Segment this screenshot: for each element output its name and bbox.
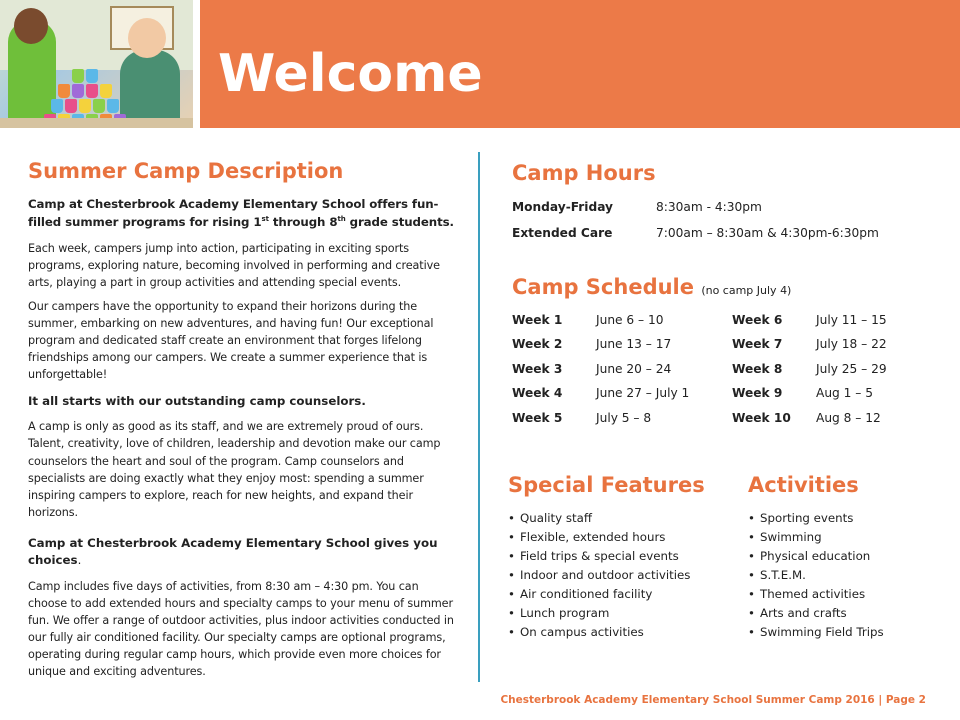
description-heading: Summer Camp Description (28, 159, 344, 183)
counselors-lead: It all starts with our outstanding camp counselors. (28, 393, 366, 408)
week-label: Week 5 (512, 410, 563, 425)
week-dates: June 20 – 24 (596, 361, 672, 376)
week-dates: Aug 1 – 5 (816, 386, 874, 401)
camp-description-section (28, 160, 460, 687)
photo-child-left-head (14, 8, 48, 44)
features-list (508, 509, 728, 642)
lead-text-c: grade students. (345, 215, 454, 230)
description-paragraph-2: Our campers have the opportunity to expand their horizons during the summer, embarking on new adventures, and having fun! Our exceptional program and dedicated staff create an environment that forges lifelong friendships among our campers. We create a summer experience that is unforgettable! (28, 299, 434, 381)
choices-lead (28, 535, 460, 570)
list-item: • S.T.E.M. (748, 568, 806, 583)
special-features-section (508, 474, 728, 642)
lead-sup-2: th (337, 215, 346, 224)
schedule-heading (512, 276, 932, 299)
list-item: • Indoor and outdoor activities (508, 568, 691, 583)
camp-schedule-section (512, 276, 932, 435)
list-item: • Quality staff (508, 511, 593, 526)
lead-text-b: through 8 (268, 215, 338, 230)
hours-heading: Camp Hours (512, 161, 656, 185)
schedule-row (512, 362, 932, 386)
list-item: • Lunch program (508, 606, 610, 621)
page-title: Welcome (218, 44, 483, 104)
schedule-row (512, 313, 932, 337)
list-item: • Swimming Field Trips (748, 625, 884, 640)
list-item: • Air conditioned facility (508, 587, 653, 602)
week-label: Week 8 (732, 361, 783, 376)
week-label: Week 4 (512, 386, 563, 401)
description-lead (28, 195, 460, 232)
hours-label: Extended Care (512, 226, 613, 241)
week-dates: June 6 – 10 (596, 313, 664, 328)
choices-lead-period: . (77, 553, 82, 568)
choices-lead-text: Camp at Chesterbrook Academy Elementary School gives you choices (28, 535, 438, 568)
week-label: Week 3 (512, 361, 563, 376)
description-paragraph-3: A camp is only as good as its staff, and we are extremely proud of ours. Talent, creativity, love of children, leadership and devotion make our camp counselors the heart and soul of the program. Camp counselors and specialists are doing exactly what they enjoy most: spending a summer inspiring campers to explore, reach for new heights, and expand their horizons. (28, 420, 441, 519)
hours-label: Monday-Friday (512, 200, 614, 215)
hours-value: 8:30am - 4:30pm (656, 200, 762, 215)
description-paragraph-1: Each week, campers jump into action, participating in exciting sports programs, exploring nature, becoming involved in performing and creative arts, playing a part in group activities and attending special events. (28, 241, 440, 289)
list-item: • On campus activities (508, 625, 644, 640)
schedule-grid (512, 313, 932, 435)
week-label: Week 7 (732, 337, 783, 352)
list-item: • Arts and crafts (748, 606, 847, 621)
hours-value: 7:00am – 8:30am & 4:30pm-6:30pm (656, 226, 879, 241)
camp-hours-section (512, 162, 932, 239)
list-item: • Flexible, extended hours (508, 530, 666, 545)
lead-text-a: Camp at Chesterbrook Academy Elementary School offers fun-filled summer programs for rising 1 (28, 197, 439, 230)
week-dates: Aug 8 – 12 (816, 410, 881, 425)
list-item: • Themed activities (748, 587, 866, 602)
week-dates: July 25 – 29 (816, 361, 887, 376)
week-dates: July 11 – 15 (816, 313, 887, 328)
column-divider (478, 152, 480, 682)
lead-sup-1: st (261, 215, 269, 224)
page-footer: Chesterbrook Academy Elementary School Summer Camp 2016 | Page 2 (500, 694, 926, 706)
features-heading: Special Features (508, 473, 705, 497)
week-dates: July 5 – 8 (596, 410, 652, 425)
schedule-row (512, 411, 932, 435)
activities-heading: Activities (748, 473, 859, 497)
week-dates: June 13 – 17 (596, 337, 672, 352)
list-item: • Physical education (748, 549, 871, 564)
schedule-row (512, 337, 932, 361)
week-label: Week 9 (732, 386, 783, 401)
list-item: • Sporting events (748, 511, 854, 526)
schedule-heading-text: Camp Schedule (512, 275, 694, 299)
hours-row (512, 201, 932, 227)
week-label: Week 6 (732, 313, 783, 328)
week-label: Week 1 (512, 313, 563, 328)
activities-section (748, 474, 938, 642)
list-item: • Swimming (748, 530, 822, 545)
schedule-note: (no camp July 4) (701, 284, 792, 297)
photo-child-right-head (128, 18, 166, 58)
week-dates: July 18 – 22 (816, 337, 887, 352)
hours-row (512, 227, 932, 239)
activities-list (748, 509, 938, 642)
week-dates: June 27 – July 1 (596, 386, 690, 401)
schedule-row (512, 386, 932, 410)
header-photo (0, 0, 193, 128)
week-label: Week 10 (732, 410, 791, 425)
list-item: • Field trips & special events (508, 549, 679, 564)
week-label: Week 2 (512, 337, 563, 352)
description-paragraph-4: Camp includes five days of activities, from 8:30 am – 4:30 pm. You can choose to add extended hours and specialty camps to your menu of summer fun. We offer a range of outdoor activities, plus indoor activities conducted in our fully air conditioned facility. Our specialty camps are optional programs, operating during regular camp hours, which provide even more choices for unique and exciting adventures. (28, 579, 454, 679)
photo-table (0, 118, 193, 128)
